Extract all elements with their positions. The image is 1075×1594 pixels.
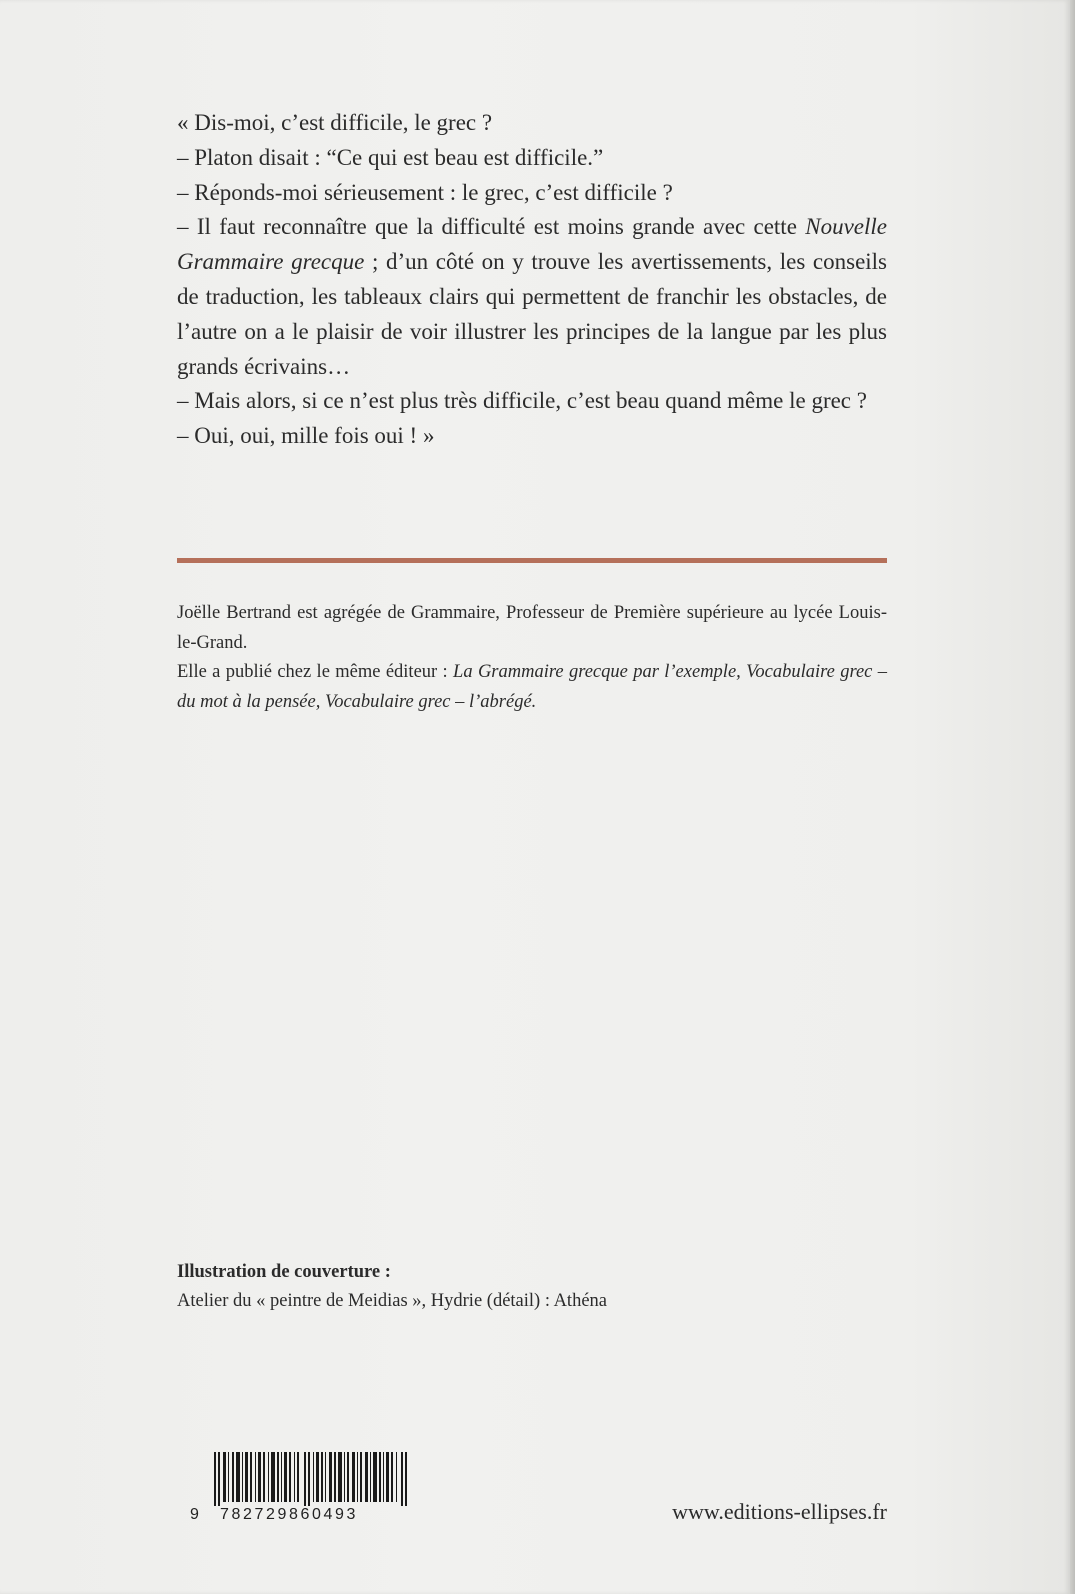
- bio-text-segment: Elle a publié chez le même éditeur :: [177, 662, 454, 682]
- divider-rule: [177, 558, 887, 563]
- dialogue-line: « Dis-moi, c’est difficile, le grec ?: [177, 110, 493, 135]
- book-edge: [1070, 0, 1075, 1594]
- other-works: La Grammaire grecque par l’exemple, Vocabulaire grec – du mot à la pensée, Vocabulaire grec – l’abrégé.: [177, 662, 887, 712]
- dialogue-line: – Mais alors, si ce n’est plus très difficile, c’est beau quand même le grec ?: [177, 388, 867, 414]
- book-title: Nouvelle Grammaire grecque: [177, 214, 887, 275]
- credit-text: Atelier du « peintre de Meidias », Hydrie (détail) : Athéna: [177, 1291, 607, 1311]
- author-bio: [177, 599, 887, 717]
- dialogue-line: – Réponds-moi sérieusement : le grec, c’est difficile ?: [177, 179, 673, 205]
- barcode-icon: [214, 1452, 409, 1506]
- bio-sentence: Joëlle Bertrand est agrégée de Grammaire, Professeur de Première supérieure au lycée Louis-le-Grand.: [177, 603, 887, 653]
- isbn-barcode: [190, 1448, 420, 1538]
- dialogue-text-segment: ; d’un côté on y trouve les avertissements, les conseils de traduction, les tableaux clairs qui permettent de franchir les obstacles, de l’autre on a le plaisir de voir illustrer les principes de la langue par les plus grands écrivains…: [177, 249, 888, 379]
- dialogue-text-segment: – Il faut reconnaître que la difficulté est moins grande avec cette: [177, 214, 806, 240]
- bio-sentence: [177, 658, 887, 717]
- publisher-website: www.editions-ellipses.fr: [672, 1499, 887, 1524]
- isbn-first-digit: 9: [190, 1506, 201, 1523]
- cover-illustration-credit: [177, 1258, 887, 1316]
- isbn-number: 782729860493: [220, 1506, 358, 1523]
- credit-title: Illustration de couverture :: [177, 1262, 391, 1282]
- dialogue-line: – Platon disait : “Ce qui est beau est difficile.”: [177, 144, 604, 170]
- dialogue-line: – Oui, oui, mille fois oui ! »: [177, 423, 435, 449]
- dialogue-line: [177, 210, 887, 384]
- dialogue-text: [177, 106, 887, 454]
